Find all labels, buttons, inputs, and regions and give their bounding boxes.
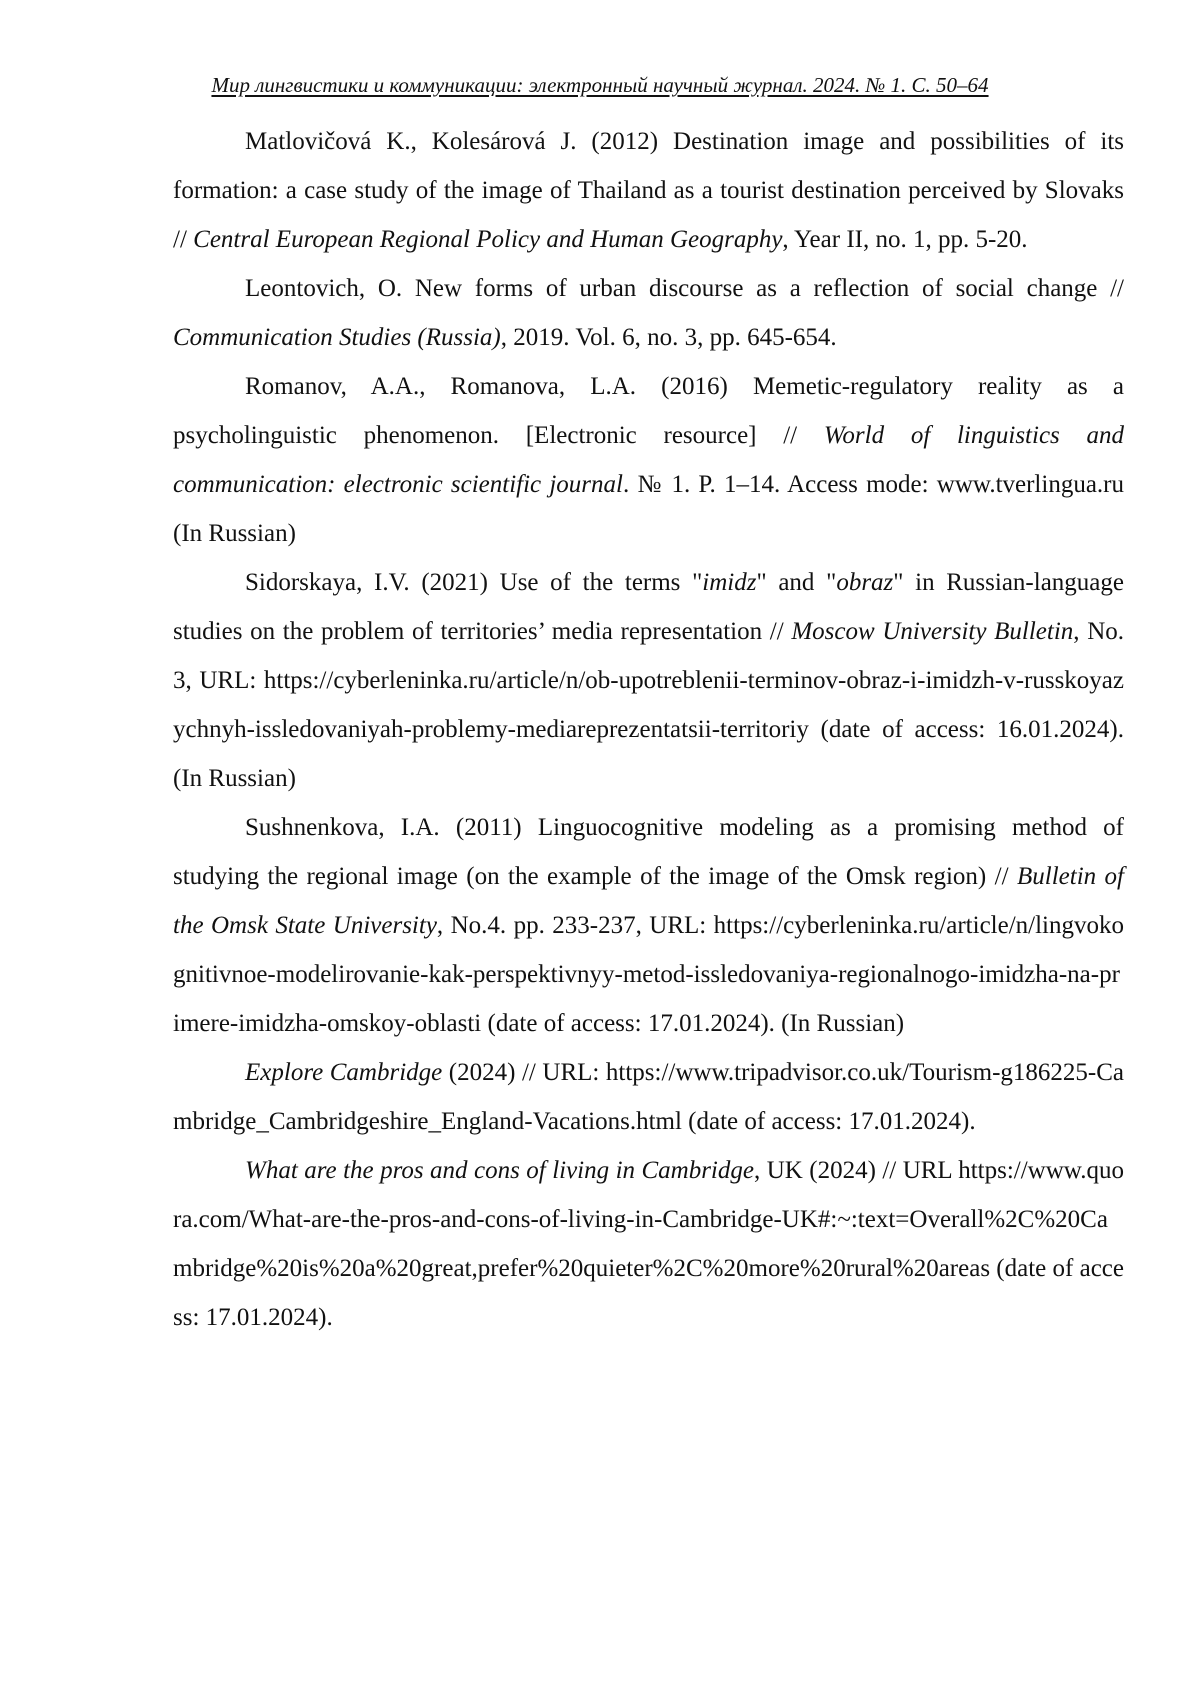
reference-source-title: Communication Studies (Russia) [173,324,501,351]
reference-details: , 2019. Vol. 6, no. 3, pp. 645-654. [500,324,837,351]
reference-source-title: Moscow University Bulletin [791,618,1074,645]
reference-details: . № 1. P. 1–14. Access mode: www.tverlingua.ru (In Russian) [173,471,1124,547]
reference-source-title: World of linguistics and communication: electronic scientific journal [173,422,1125,498]
reference-source-title: Explore Cambridge [245,1059,443,1086]
reference-text: Leontovich, O. New forms of urban discourse as a reflection of social change // [245,275,1124,302]
reference-item [173,803,1124,1048]
reference-text: Matlovičová K., Kolesárová J. (2012) Destination image and possibilities of its formation: a case study of the image of Thailand as a tourist destination perceived by Slovaks // [173,128,1124,253]
reference-text: Romanov, A.A., Romanova, L.A. (2016) Memetic-regulatory reality as a psycholinguistic phenomenon. [Electronic resource] // [173,373,1124,449]
reference-item [173,117,1124,264]
reference-item [173,362,1124,558]
reference-item [173,1048,1124,1146]
reference-term: imidz [702,569,757,596]
reference-source-title: Bulletin of the Omsk State University [173,863,1124,939]
reference-text: " and " [756,569,837,596]
reference-text: " in Russian-language studies on the problem of territories’ media representation // [173,569,1124,645]
reference-details: , UK (2024) // URL https://www.quora.com/What-are-the-pros-and-cons-of-living-in-Cambridge-UK#:~:text=Overall%2C%20Cambridge%20is%20a%20great,prefer%20quieter%2C%20more%20rural%20areas (date of access: 17.01.2024). [173,1157,1124,1331]
reference-details: , No.3, URL: https://cyberleninka.ru/article/n/ob-upotreblenii-terminov-obraz-i-imidzh-v-russkoyazychnyh-issledovaniyah-problemy-mediareprezentatsii-territoriy (date of access: 16.01.2024). (In Russian) [173,618,1124,792]
reference-list [173,117,1124,1342]
reference-text: Sushnenkova, I.A. (2011) Linguocognitive modeling as a promising method of studying the regional image (on the example of the image of the Omsk region) // [173,814,1124,890]
running-header: Мир лингвистики и коммуникации: электронный научный журнал. 2024. № 1. С. 50–64 [211,73,989,97]
reference-item [173,1146,1124,1342]
reference-item [173,558,1124,803]
reference-item [173,264,1124,362]
reference-details: , Year II, no. 1, pp. 5-20. [782,226,1028,253]
reference-source-title: Central European Regional Policy and Human Geography [193,226,783,253]
reference-term: obraz [836,569,894,596]
reference-source-title: What are the pros and cons of living in Cambridge [245,1157,754,1184]
reference-text: Sidorskaya, I.V. (2021) Use of the terms " [245,569,703,596]
reference-details: , No.4. pp. 233-237, URL: https://cyberleninka.ru/article/n/lingvokognitivnoe-modelirovanie-kak-perspektivnyy-metod-issledovaniya-regionalnogo-imidzha-na-primere-imidzha-omskoy-oblasti (date of access: 17.01.2024). (In Russian) [173,912,1124,1037]
reference-details: (2024) // URL: https://www.tripadvisor.co.uk/Tourism-g186225-Cambridge_Cambridgeshire_England-Vacations.html (date of access: 17.01.2024). [173,1059,1124,1135]
